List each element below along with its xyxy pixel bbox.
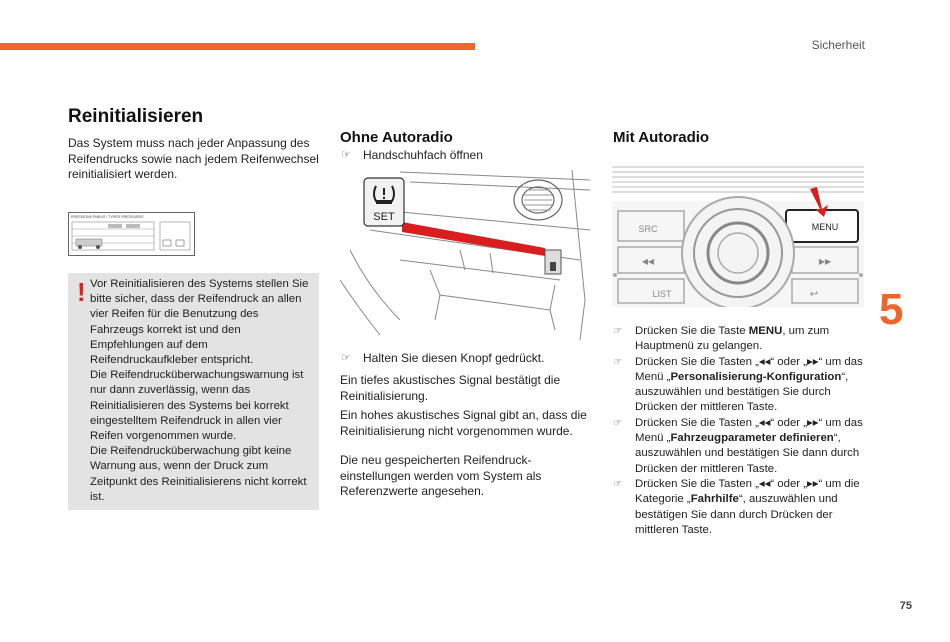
pointing-hand-icon: ☞ <box>613 356 622 368</box>
car-radio-illustration <box>612 165 864 307</box>
step-keyword: Fahrhilfe <box>690 493 739 506</box>
step-text-part: Drücken Sie die Taste <box>635 325 749 337</box>
header-accent-bar <box>0 43 475 50</box>
set-button-label: SET <box>373 211 395 223</box>
warning-exclamation-icon: ! <box>77 277 86 307</box>
src-button-label: SRC <box>638 224 658 234</box>
with-radio-step <box>613 324 865 355</box>
step-text-part: “, auszuwählen und bestätigen Sie dann durch Drücken der mittleren Taste. <box>635 493 838 536</box>
step-text <box>635 416 865 477</box>
warning-paragraph: Die Reifendrucküberwachung gibt keine Warnung aus, wenn der Druck zum Zeitpunkt des Reinitialisierens nicht korrekt ist. <box>90 445 307 503</box>
step-keyword: Personalisierung-Konfiguration <box>670 370 842 383</box>
pointing-hand-icon: ☞ <box>613 478 622 490</box>
without-radio-title: Ohne Autoradio <box>340 129 453 146</box>
pointing-hand-icon: ☞ <box>613 326 622 337</box>
step-text <box>635 477 865 538</box>
tyre-label-heading: PRESSIONS PNEUS / TYRES PRESSURES <box>71 215 144 219</box>
chapter-number: 5 <box>879 285 904 334</box>
step-text <box>635 355 865 416</box>
with-radio-steps <box>613 324 865 538</box>
step-text <box>635 324 865 355</box>
with-radio-step <box>613 355 865 416</box>
step-text: Handschuhfach öffnen <box>363 148 483 162</box>
step-text-part: , um zum Hauptmenü zu gelangen. <box>635 325 830 353</box>
intro-text: Das System muss nach jeder Anpassung des Reifendrucks sowie nach jedem Reifenwechsel reinitialisiert werden. <box>68 136 319 181</box>
warning-paragraph: Vor Reinitialisieren des Systems stellen Sie bitte sicher, dass der Reifendruck an allen vier Reifen für die Benutzung des Fahrzeugs korrekt ist und den Empfehlungen auf dem Reifendruckaufkleber entspricht. <box>90 278 309 367</box>
step-text-part: Drücken Sie die Tasten „◂◂“ oder „▸▸“ um die Kategorie „ <box>635 477 860 506</box>
paragraph-reference-values: Die neu gespeicherten Reifendruck-einstellungen werden vom System als Referenzwerte angesehen. <box>340 453 542 498</box>
pointing-hand-icon: ☞ <box>341 149 351 161</box>
tyre-pressure-label-illustration <box>68 212 195 256</box>
step-keyword: MENU <box>748 325 783 337</box>
paragraph-high-signal: Ein hohes akustisches Signal gibt an, dass die Reinitialisierung nicht vorgenommen wurde. <box>340 408 587 438</box>
list-button-label: LIST <box>652 289 672 299</box>
section-label: Sicherheit <box>811 38 865 52</box>
pointing-hand-icon: ☞ <box>341 352 351 364</box>
page-number: 75 <box>899 600 912 612</box>
step-text-part: “, auszuwählen und bestätigen Sie dann durch Drücken der mittleren Taste. <box>635 432 860 475</box>
warning-box <box>68 273 319 510</box>
step-text-part: Drücken Sie die Tasten „◂◂“ oder „▸▸“ um das Menü „ <box>635 416 863 445</box>
without-radio-step-2 <box>341 351 591 367</box>
menu-button-label: MENU <box>811 222 839 232</box>
prev-button-label: ◀◀ <box>641 257 655 266</box>
step-text-part: Drücken Sie die Tasten „◂◂“ oder „▸▸“ um das Menü „ <box>635 355 863 383</box>
with-radio-title: Mit Autoradio <box>613 129 710 146</box>
page-title: Reinitialisieren <box>68 106 204 127</box>
glovebox-illustration <box>340 170 592 340</box>
paragraph-low-signal: Ein tiefes akustisches Signal bestätigt die Reinitialisierung. <box>340 373 561 403</box>
with-radio-step <box>613 477 865 538</box>
back-button-label: ↩ <box>809 289 819 300</box>
step-text-part: “, auszuwählen und bestätigen Sie durch Drücken der mittleren Taste. <box>635 370 849 414</box>
with-radio-step <box>613 416 865 477</box>
next-button-label: ▶▶ <box>818 257 832 266</box>
step-text: Halten Sie diesen Knopf gedrückt. <box>363 351 545 365</box>
step-keyword: Fahrzeugparameter definieren <box>670 432 834 445</box>
without-radio-step-1 <box>341 148 591 164</box>
pointing-hand-icon: ☞ <box>613 417 622 429</box>
warning-text <box>90 277 315 505</box>
warning-paragraph: Die Reifendrucküberwachungswarnung ist nur dann zuverlässig, wenn das Reinitialisieren des Systems bei korrekt eingestelltem Reifendruck in allen vier Reifen vorgenommen wurde. <box>90 369 304 443</box>
